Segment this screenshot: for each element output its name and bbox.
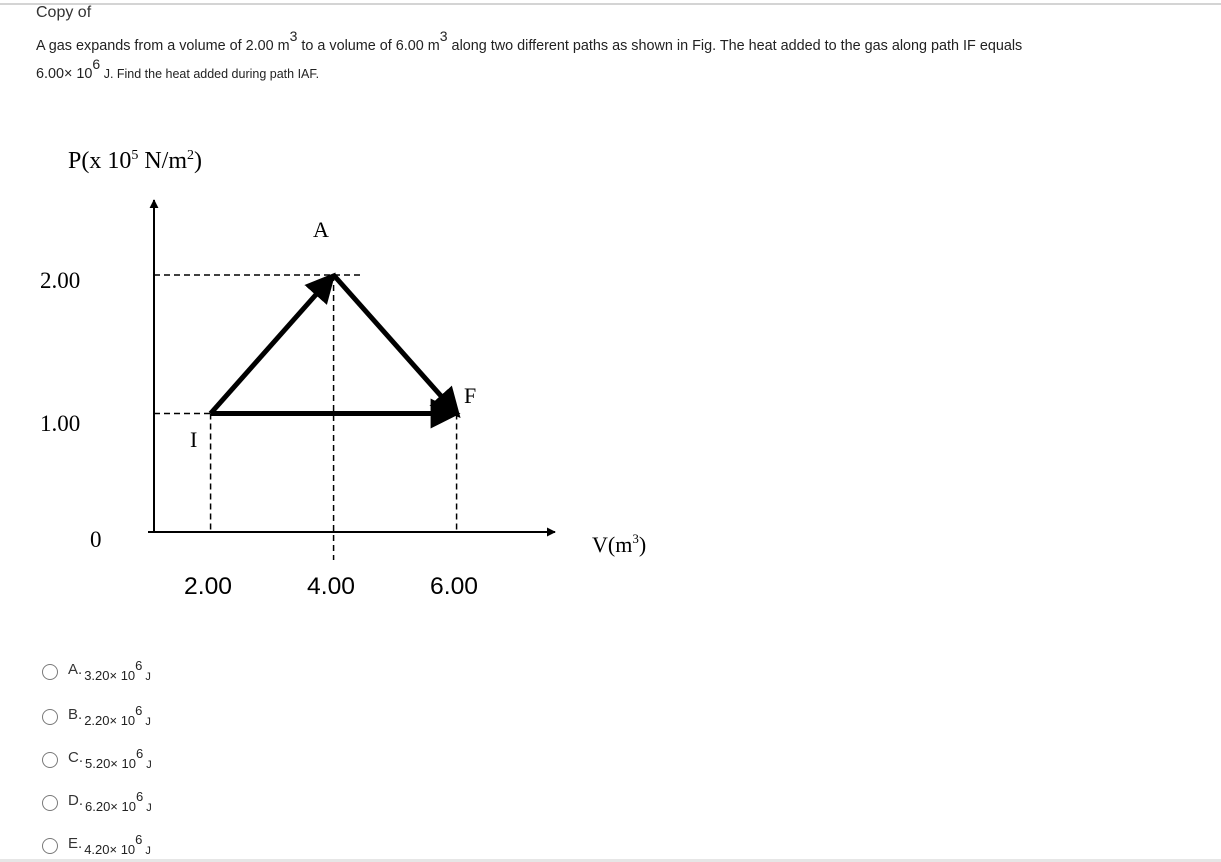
option-letter: E.: [68, 834, 83, 852]
radio-button[interactable]: [42, 752, 58, 768]
option-value: $4.20\times 10^6J$: [84, 831, 151, 857]
path-af: [334, 275, 457, 414]
option-b[interactable]: [42, 702, 151, 729]
radio-button[interactable]: [42, 709, 58, 725]
question-text: along two different paths as shown in Fig. The heat added to the gas along path IF equals: [447, 38, 1023, 54]
y-tick-label: 2.00: [40, 268, 81, 293]
x-tick-label: 2.00: [184, 573, 232, 600]
y-axis-label: P(x $10^5$ $N/m^2$): [68, 148, 203, 174]
option-a[interactable]: [42, 657, 151, 684]
option-value: $5.20\times 10^6J$: [85, 745, 152, 771]
option-d[interactable]: [42, 788, 152, 815]
option-value: $2.20\times 10^6J$: [84, 702, 151, 728]
page-heading: Copy of: [36, 4, 92, 21]
x-axis-label: $V(m^3)$: [592, 531, 647, 557]
pv-diagram: [0, 110, 720, 610]
radio-button[interactable]: [42, 838, 58, 854]
option-letter: B.: [68, 705, 83, 723]
y-tick-label: 1.00: [40, 411, 81, 436]
top-divider: [0, 3, 1221, 5]
superscript: 3: [289, 28, 298, 44]
point-label-i: I: [190, 427, 198, 452]
x-tick-label: 6.00: [430, 573, 478, 600]
option-letter: A.: [68, 660, 83, 678]
question-line-2: [36, 56, 320, 82]
superscript: 6: [92, 56, 101, 72]
option-c[interactable]: [42, 745, 152, 772]
point-label-f: F: [464, 383, 477, 408]
radio-button[interactable]: [42, 795, 58, 811]
question-text: J. Find the heat added during path IAF.: [100, 67, 320, 81]
superscript: 3: [439, 28, 448, 44]
option-value: $6.20\times 10^6J$: [85, 788, 152, 814]
point-label-a: A: [313, 217, 329, 242]
question-line-1: [36, 28, 1023, 54]
option-letter: C.: [68, 748, 83, 766]
x-tick-label: 4.00: [307, 573, 355, 600]
question-text: A gas expands from a volume of 2.00 m: [36, 38, 290, 54]
radio-button[interactable]: [42, 664, 58, 680]
option-e[interactable]: [42, 831, 151, 858]
question-text: 6.00× 10: [36, 66, 93, 82]
option-value: $3.20\times 10^6J$: [84, 657, 151, 683]
question-text: to a volume of 6.00 m: [297, 38, 440, 54]
path-ia: [211, 277, 332, 414]
y-tick-label: 0: [90, 527, 102, 552]
option-letter: D.: [68, 791, 83, 809]
